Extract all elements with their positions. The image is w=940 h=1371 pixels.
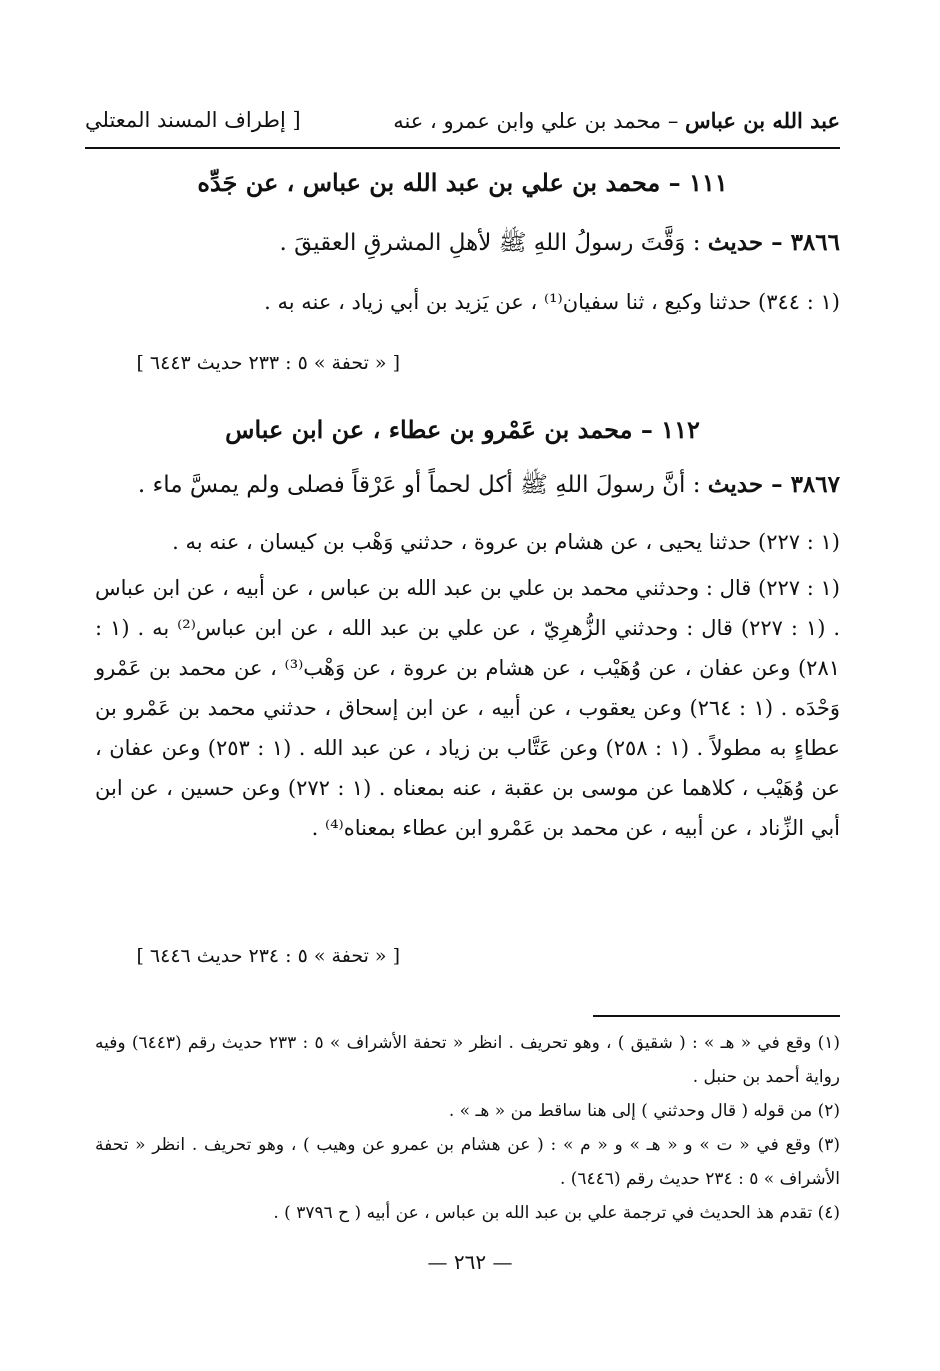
hadith-3866-text: : وَقَّتَ رسولُ اللهِ ﷺ لأهلِ المشرقِ العقيقَ . (279, 230, 708, 256)
running-header (85, 100, 840, 140)
footnotes (95, 1026, 840, 1230)
footnote-rule (593, 1015, 840, 1017)
tuhfa-ref-3867: [ « تحفة » ٥ : ٢٣٤ حديث ٦٤٤٦ ] (136, 945, 400, 967)
hadith-3866 (85, 228, 840, 262)
footnote-2: (٢) من قوله ( قال وحدثني ) إلى هنا ساقط من « هـ » . (448, 1101, 840, 1121)
isnad-line-3866: (١ : ٣٤٤) حدثنا وكيع ، ثنا سفيان⁽¹⁾ ، عن يَزيد بن أبي زياد ، عنه به . (264, 290, 840, 314)
footnote-3: (٣) وقع في « ت » و « هـ » و « م » : ( عن هشام بن عمرو عن وهيب ) ، وهو تحريف . انظر « تحفة الأشراف » ٥ : ٢٣٤ حديث رقم (٦٤٤٦) . (95, 1135, 840, 1189)
section-heading-111: ١١١ – محمد بن علي بن عبد الله بن عباس ، عن جَدِّه (197, 168, 728, 197)
header-book-title: [ إطراف المسند المعتلي (85, 108, 301, 132)
hadith-3867-label: ٣٨٦٧ – حديث (707, 471, 840, 498)
footnote-4: (٤) تقدم هذ الحديث في ترجمة علي بن عبد الله بن عباس ، عن أبيه ( ح ٣٧٩٦ ) . (273, 1203, 840, 1223)
header-chapter (393, 108, 840, 133)
hadith-3867 (85, 470, 840, 504)
hadith-3866-label: ٣٨٦٦ – حديث (707, 229, 840, 256)
header-chapter-rest: – محمد بن علي وابن عمرو ، عنه (393, 108, 685, 133)
tuhfa-ref-3866: [ « تحفة » ٥ : ٢٣٣ حديث ٦٤٤٣ ] (136, 352, 400, 374)
page-number: — ٢٦٢ — (427, 1250, 513, 1274)
footnote-1: (١) وقع في « هـ » : ( شقيق ) ، وهو تحريف . انظر « تحفة الأشراف » ٥ : ٢٣٣ حديث رقم (٦٤٤٣) وفيه رواية أحمد بن حنبل . (95, 1033, 840, 1087)
isnad-line-3867: (١ : ٢٢٧) حدثنا يحيى ، عن هشام بن عروة ، حدثني وَهْب بن كيسان ، عنه به . (172, 530, 840, 554)
section-heading-112: ١١٢ – محمد بن عَمْرو بن عطاء ، عن ابن عباس (225, 415, 700, 444)
header-chapter-bold: عبد الله بن عباس (685, 107, 840, 133)
isnad-paragraph-3867: (١ : ٢٢٧) قال : وحدثني محمد بن علي بن عبد الله بن عباس ، عن أبيه ، عن ابن عباس . (١ : ٢٢٧) قال : وحدثني الزُّهرِيّ ، عن علي بن عبد الله ، عن ابن عباس⁽²⁾ به . (١ : ٢٨١) وعن عفان ، عن وُهَيْب ، عن هشام بن عروة ، عن وَهْب⁽³⁾ ، عن محمد بن عَمْرو وَحْدَه . (١ : ٢٦٤) وعن يعقوب ، عن أبيه ، عن ابن إسحاق ، حدثني محمد بن عَمْرو بن عطاءٍ به مطولاً . (١ : ٢٥٨) وعن عَتَّاب بن زياد ، عن عبد الله . (١ : ٢٥٣) وعن عفان ، عن وُهَيْب ، كلاهما عن موسى بن عقبة ، عنه بمعناه . (١ : ٢٧٢) وعن حسين ، عن ابن أبي الزِّناد ، عن أبيه ، عن محمد بن عَمْرو ابن عطاء بمعناه⁽⁴⁾ . (95, 576, 841, 840)
header-rule (85, 147, 840, 149)
hadith-3867-text: : أنَّ رسولَ اللهِ ﷺ أكل لحماً أو عَرْقاً فصلى ولم يمسَّ ماء . (137, 472, 708, 498)
